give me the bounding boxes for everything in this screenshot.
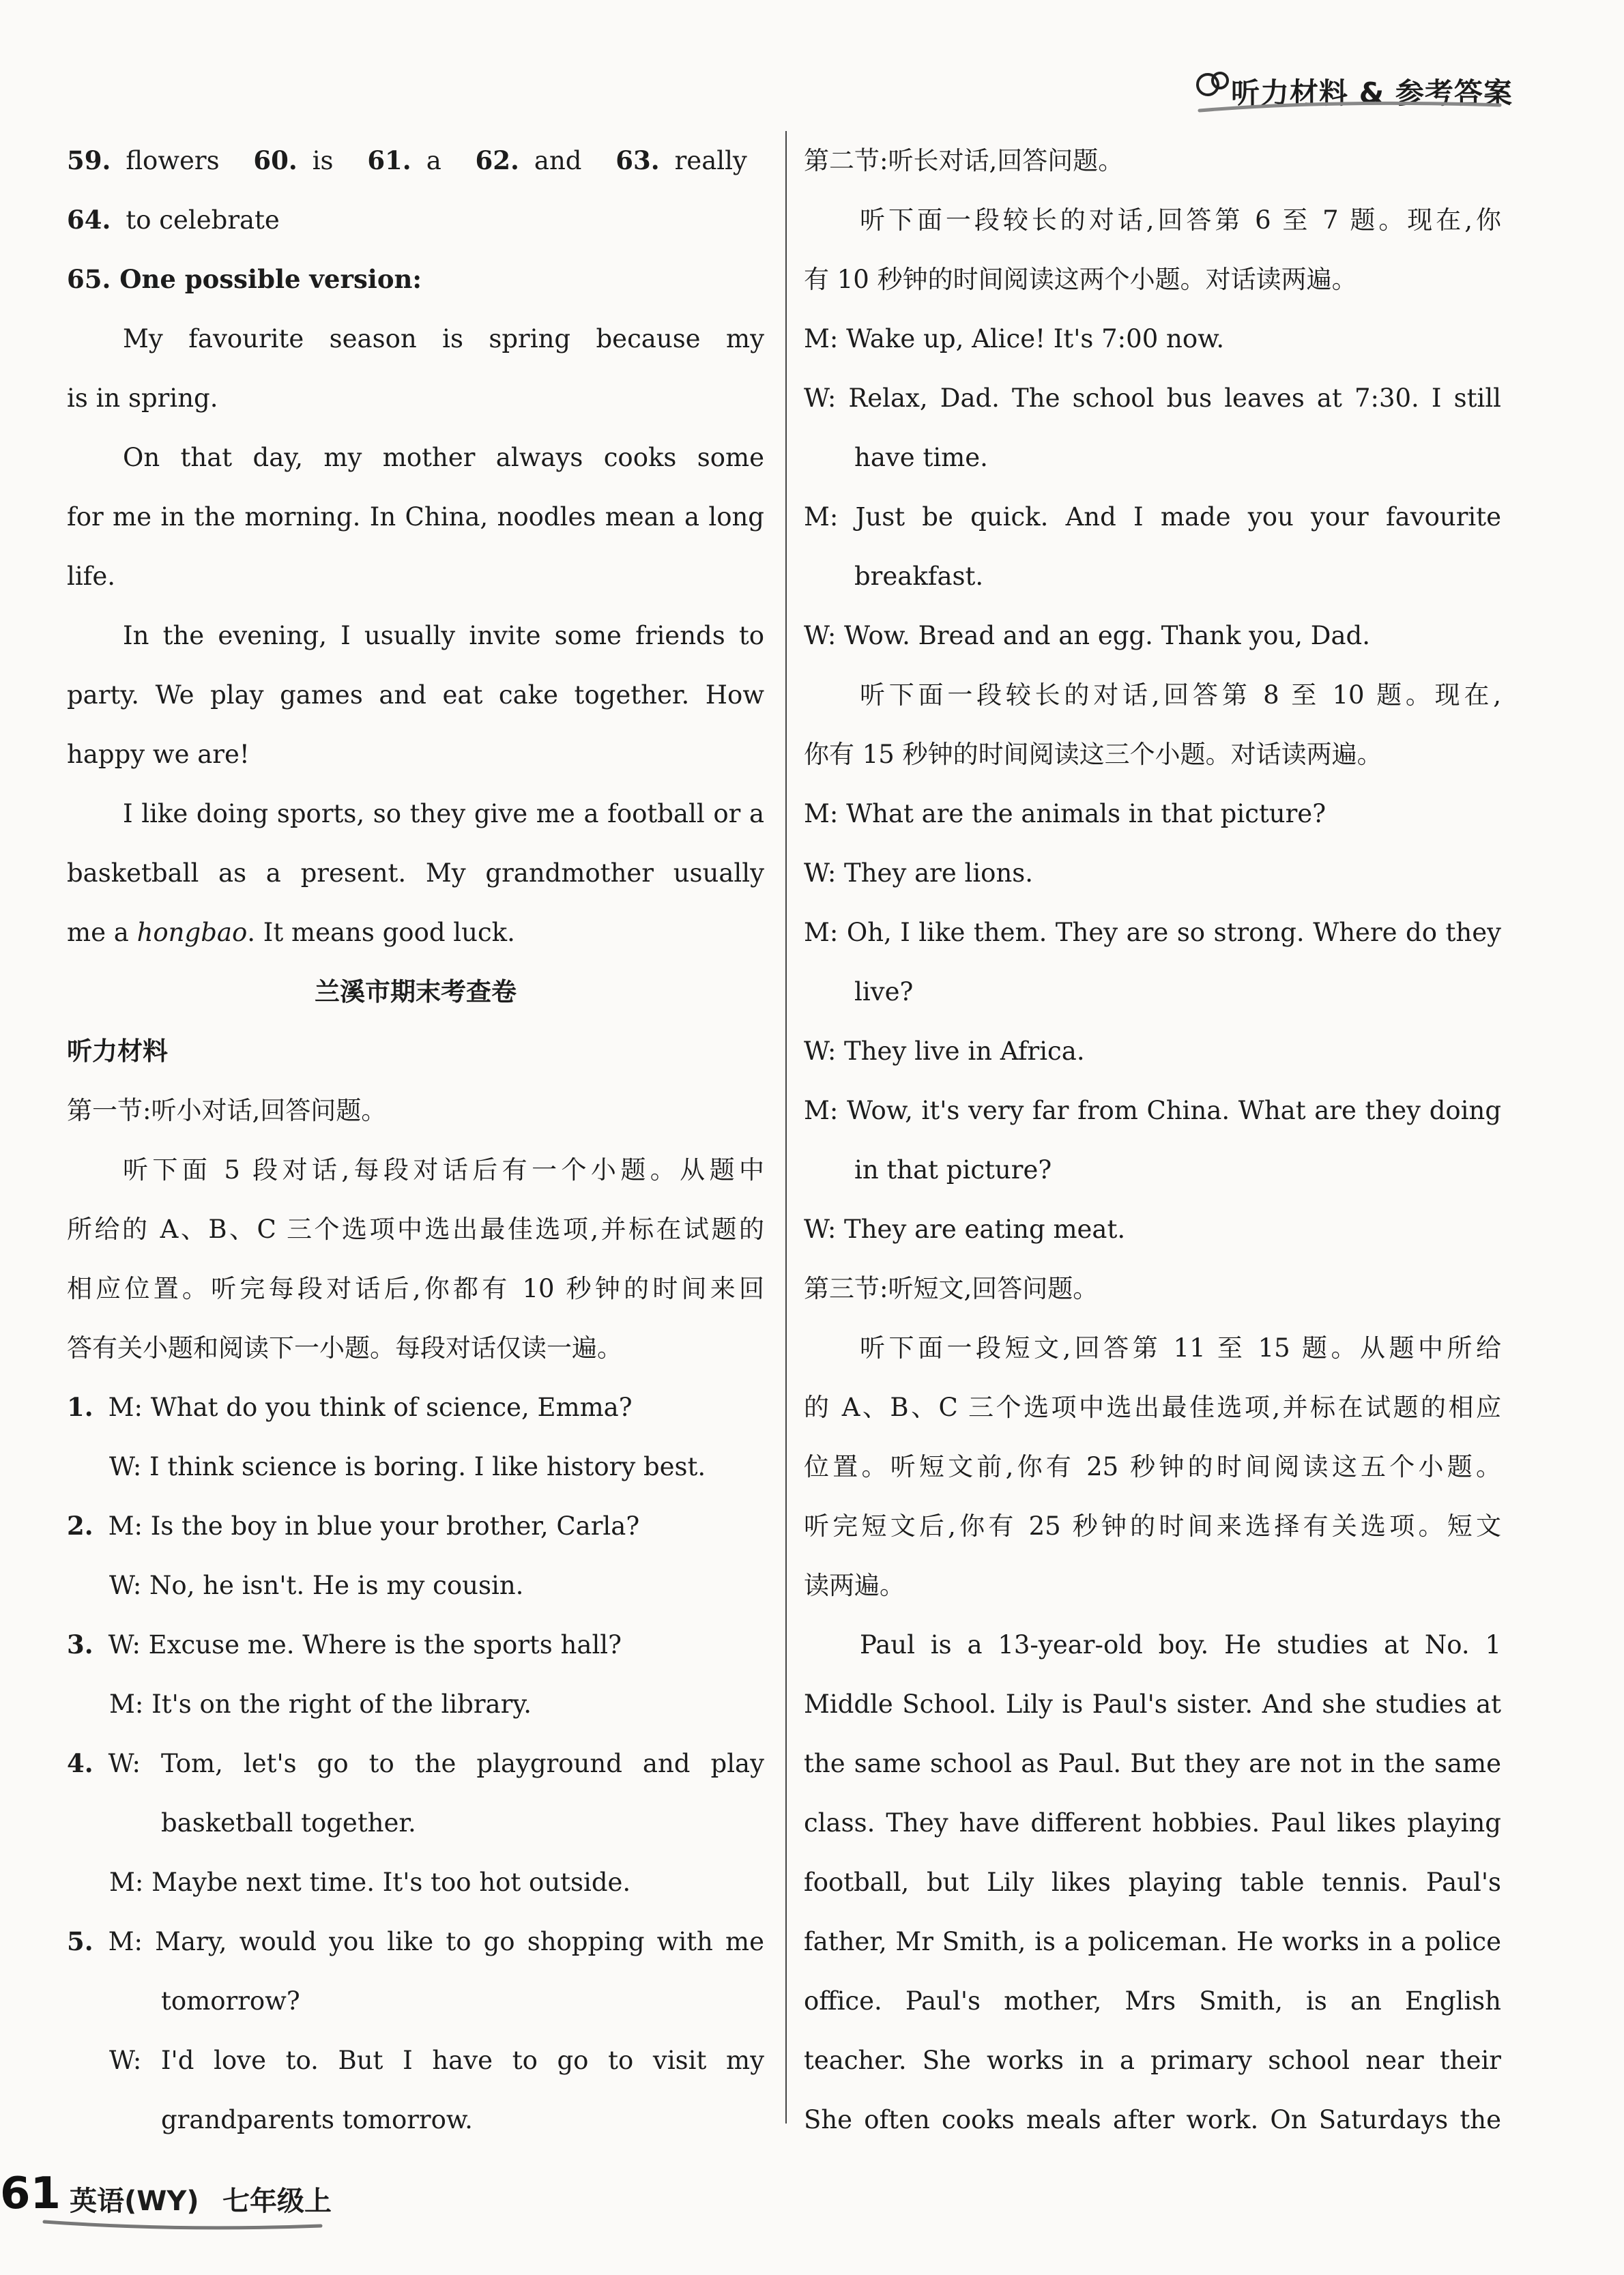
footer-subject: 英语(WY) — [70, 2186, 199, 2217]
header-title: 听力材料 & 参考答案 — [1231, 76, 1513, 110]
instruction-line: 所给的 A、B、C 三个选项中选出最佳选项,并标在试题的 — [67, 1215, 764, 1244]
instruction-line: 答有关小题和阅读下一小题。每段对话仅读一遍。 — [67, 1333, 622, 1363]
dialog-number: 1. — [67, 1392, 93, 1422]
essay-line: for me in the morning. In China, noodles mean a long — [67, 502, 764, 532]
dialog-line — [67, 1378, 764, 1437]
footer-grade: 七年级上 — [222, 2186, 332, 2217]
answer-text: really — [674, 146, 747, 175]
dialog-line: M: What are the animals in that picture? — [804, 799, 1326, 828]
dialog-line — [67, 1734, 764, 1793]
dialog-number: 4. — [67, 1748, 93, 1778]
essay-line: basketball as a present. My grandmother usually — [67, 858, 764, 888]
essay-text: . It means good luck. — [247, 918, 515, 947]
page-footer — [0, 2163, 478, 2238]
dialog-number: 5. — [67, 1926, 93, 1956]
dialog-line: have time. — [854, 443, 988, 472]
exam-title: 兰溪市期末考查卷 — [315, 977, 517, 1006]
dialog-line: W: No, he isn't. He is my cousin. — [109, 1571, 524, 1600]
right-column — [804, 131, 1501, 2149]
dialog-line: M: Maybe next time. It's too hot outside. — [109, 1868, 631, 1897]
instruction-line: 听完短文后,你有 25 秒钟的时间来选择有关选项。短文 — [804, 1511, 1501, 1541]
dialog-line: basketball together. — [161, 1808, 416, 1838]
dialog-line — [67, 1615, 764, 1675]
passage-line: football, but Lily likes playing table tennis. Paul's — [804, 1868, 1501, 1897]
dialog-line: W: They are eating meat. — [804, 1215, 1126, 1244]
dialog-line: M: Wow, it's very far from China. What are they doing — [804, 1096, 1501, 1125]
dialog-text: W: Tom, let's go to the playground and play — [108, 1749, 764, 1778]
essay-line: My favourite season is spring because my — [123, 324, 764, 353]
part-title: 第一节:听小对话,回答问题。 — [67, 1096, 387, 1125]
part-title: 第二节:听长对话,回答问题。 — [804, 146, 1124, 175]
instruction-line: 有 10 秒钟的时间阅读这两个小题。对话读两遍。 — [804, 265, 1357, 294]
essay-italic: hongbao — [136, 918, 248, 947]
dialog-text: M: Is the boy in blue your brother, Carla? — [108, 1511, 640, 1541]
answer-number: 64. — [67, 205, 111, 235]
column-divider — [785, 131, 787, 2124]
dialog-text: M: What do you think of science, Emma? — [108, 1393, 633, 1422]
essay-line: In the evening, I usually invite some friends to — [123, 621, 764, 650]
dialog-line: W: They live in Africa. — [804, 1037, 1085, 1066]
instruction-line: 相应位置。听完每段对话后,你都有 10 秒钟的时间来回 — [67, 1274, 764, 1303]
essay-label: 65. One possible version: — [67, 264, 422, 294]
instruction-line: 听下面一段短文,回答第 11 至 15 题。从题中所给 — [860, 1333, 1501, 1363]
dialog-line — [67, 1496, 764, 1556]
answer-number: 62. — [475, 145, 519, 175]
essay-line — [67, 903, 764, 962]
instruction-line: 的 A、B、C 三个选项中选出最佳选项,并标在试题的相应 — [804, 1393, 1501, 1422]
page-header — [1193, 63, 1513, 117]
dialog-text: W: Excuse me. Where is the sports hall? — [108, 1630, 622, 1660]
dialog-text: M: Mary, would you like to go shopping with me — [108, 1927, 764, 1956]
dialog-line: M: Just be quick. And I made you your favourite — [804, 502, 1501, 532]
dialog-line: W: I'd love to. But I have to go to visit my — [109, 2046, 764, 2075]
essay-line: On that day, my mother always cooks some — [123, 443, 764, 472]
instruction-line: 听下面 5 段对话,每段对话后有一个小题。从题中 — [123, 1155, 764, 1185]
section-label: 听力材料 — [67, 1037, 168, 1066]
passage-line: Paul is a 13-year-old boy. He studies at No. 1 — [860, 1630, 1501, 1660]
essay-line: I like doing sports, so they give me a football or a — [123, 799, 764, 828]
dialog-line: in that picture? — [854, 1155, 1052, 1185]
essay-line: happy we are! — [67, 740, 250, 769]
answer-number: 63. — [615, 145, 660, 175]
essay-line: party. We play games and eat cake together. How — [67, 680, 764, 710]
passage-line: teacher. She works in a primary school near their — [804, 2046, 1501, 2075]
instruction-line: 听下面一段较长的对话,回答第 8 至 10 题。现在, — [860, 680, 1501, 710]
answer-number: 60. — [253, 145, 298, 175]
dialog-line: grandparents tomorrow. — [161, 2105, 473, 2134]
answer-text: a — [426, 146, 441, 175]
answer-number: 61. — [367, 145, 411, 175]
essay-text: me a — [67, 918, 137, 947]
essay-line: life. — [67, 562, 116, 591]
answer-text: is — [312, 146, 334, 175]
dialog-number: 3. — [67, 1629, 93, 1660]
answers-row — [67, 131, 764, 190]
dialog-line: W: I think science is boring. I like history best. — [109, 1452, 706, 1481]
answer-text: and — [534, 146, 582, 175]
dialog-line: live? — [854, 977, 914, 1006]
passage-line: the same school as Paul. But they are not in the same — [804, 1749, 1501, 1778]
instruction-line: 读两遍。 — [804, 1571, 905, 1600]
header-swoosh-decoration — [1193, 98, 1507, 117]
dialog-line: M: Oh, I like them. They are so strong. Where do they — [804, 918, 1501, 947]
dialog-line: tomorrow? — [161, 1986, 300, 2016]
instruction-line: 听下面一段较长的对话,回答第 6 至 7 题。现在,你 — [860, 205, 1501, 235]
answer-number: 59. — [67, 145, 111, 175]
passage-line: office. Paul's mother, Mrs Smith, is an English — [804, 1986, 1501, 2016]
part-title: 第三节:听短文,回答问题。 — [804, 1274, 1099, 1303]
rings-icon — [1193, 63, 1234, 104]
page-number: 61 — [0, 2169, 61, 2219]
passage-line: She often cooks meals after work. On Saturdays the — [804, 2105, 1501, 2134]
instruction-line: 你有 15 秒钟的时间阅读这三个小题。对话读两遍。 — [804, 740, 1382, 769]
answer-text: to celebrate — [126, 205, 280, 235]
passage-line: father, Mr Smith, is a policeman. He works in a police — [804, 1927, 1501, 1956]
answer-text: flowers — [126, 146, 220, 175]
dialog-line: breakfast. — [854, 562, 984, 591]
answers-row — [67, 190, 764, 250]
dialog-line: W: They are lions. — [804, 858, 1034, 888]
dialog-number: 2. — [67, 1511, 93, 1541]
essay-line: is in spring. — [67, 383, 218, 413]
passage-line: Middle School. Lily is Paul's sister. And she studies at — [804, 1690, 1501, 1719]
dialog-line: M: Wake up, Alice! It's 7:00 now. — [804, 324, 1225, 353]
dialog-line: M: It's on the right of the library. — [109, 1690, 532, 1719]
instruction-line: 位置。听短文前,你有 25 秒钟的时间阅读这五个小题。 — [804, 1452, 1501, 1481]
footer-swoosh-decoration — [41, 2216, 328, 2233]
left-column — [67, 131, 764, 2149]
dialog-line: W: Wow. Bread and an egg. Thank you, Dad. — [804, 621, 1370, 650]
dialog-line — [67, 1912, 764, 1971]
dialog-line: W: Relax, Dad. The school bus leaves at 7:30. I still — [804, 383, 1501, 413]
passage-line: class. They have different hobbies. Paul likes playing — [804, 1808, 1501, 1838]
